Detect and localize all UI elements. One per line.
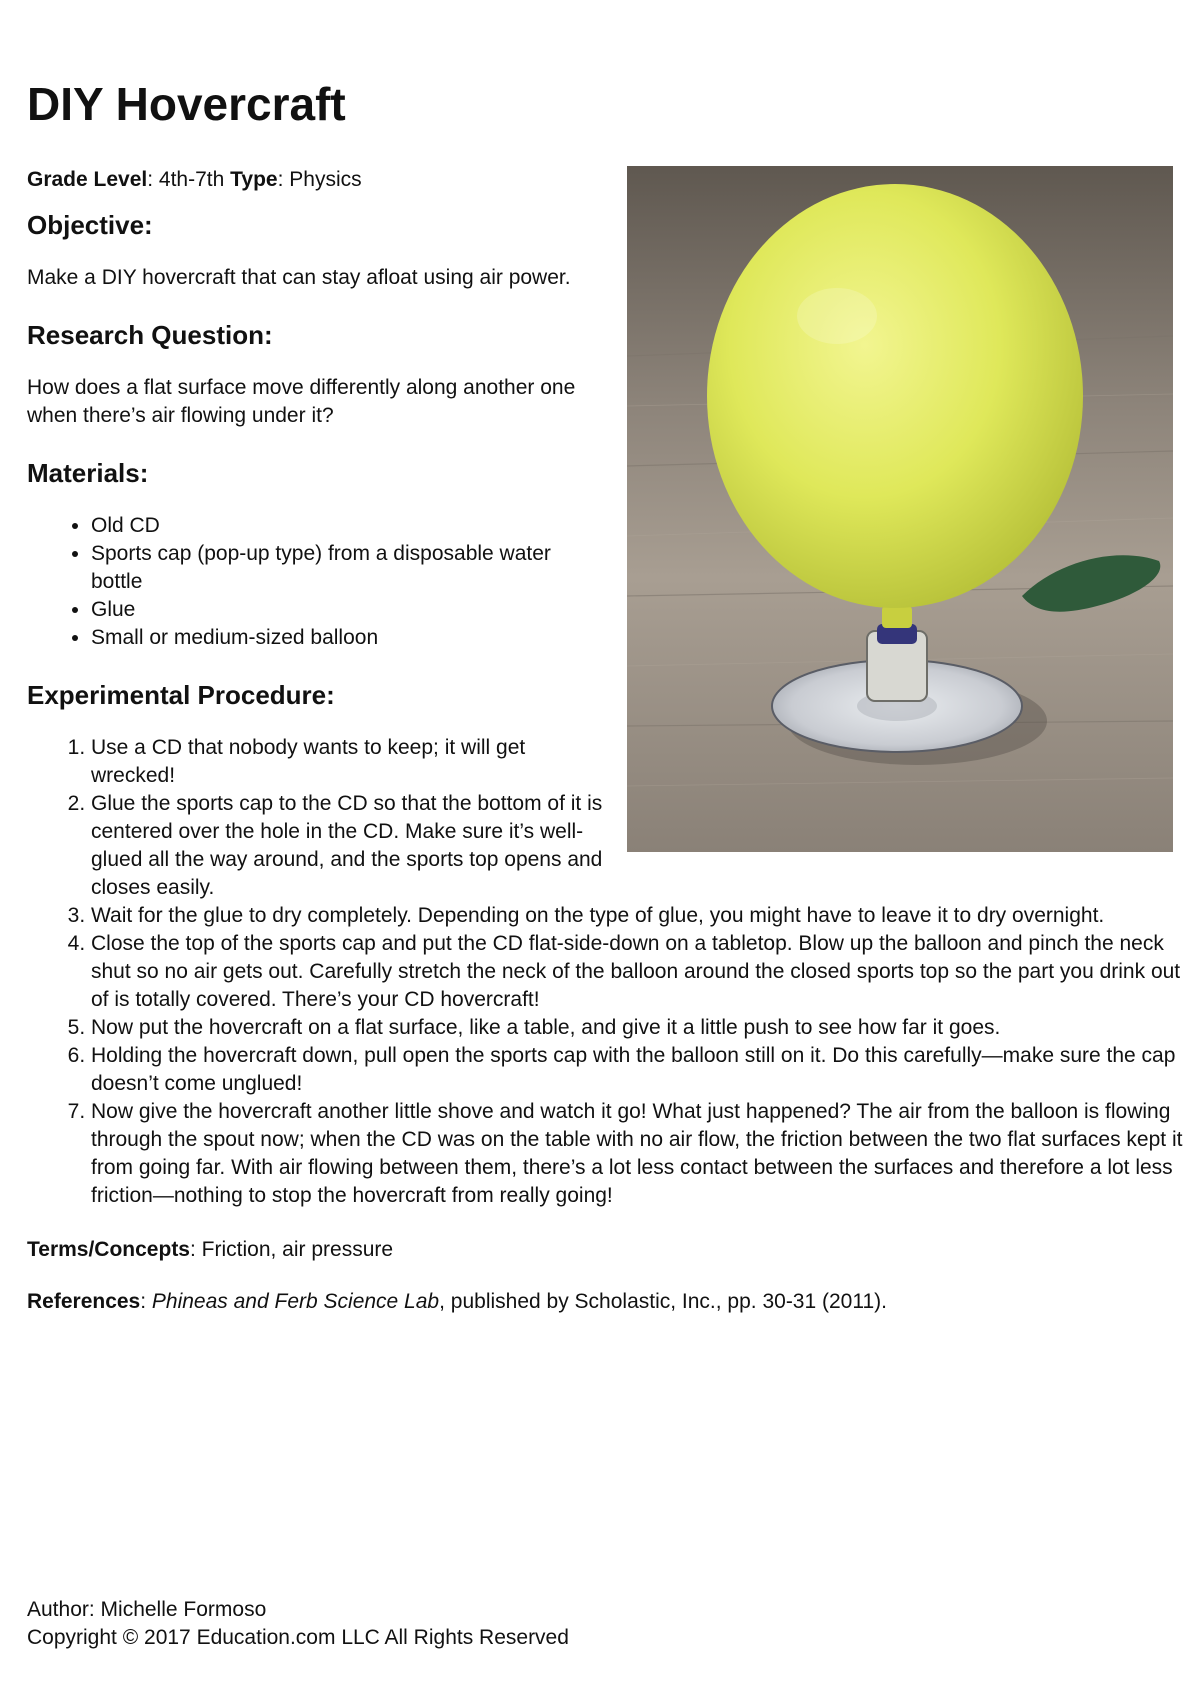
list-item: • Old CD xyxy=(91,512,1187,540)
terms-line: Terms/Concepts: Friction, air pressure xyxy=(27,1238,394,1261)
list-item: 2. Glue the sports cap to the CD so that the bottom of it is centered over the hole in the CD. Make sure it’s well-glued all the way around, and the sports top opens and closes easily. xyxy=(91,790,1187,902)
author-line: Author: Michelle Formoso xyxy=(27,1598,267,1621)
hovercraft-photo xyxy=(627,166,1173,852)
list-item: 6. Holding the hovercraft down, pull open the sports cap with the balloon still on it. Do this carefully—make sure the cap doesn’t come unglued! xyxy=(91,1042,1187,1098)
reference-details: , published by Scholastic, Inc., pp. 30-31 (2011). xyxy=(439,1290,887,1313)
research-question-text: How does a flat surface move differently along another one when there’s air flowing under it? xyxy=(27,376,576,427)
terms-label: Terms/Concepts xyxy=(27,1238,190,1261)
page-footer xyxy=(27,1596,569,1652)
list-item: • Glue xyxy=(91,596,1187,624)
objective-text: Make a DIY hovercraft that can stay afloat using air power. xyxy=(27,266,571,289)
materials-heading: Materials: xyxy=(27,458,149,488)
grade-level-label: Grade Level xyxy=(27,168,148,191)
list-item: 1. Use a CD that nobody wants to keep; it will get wrecked! xyxy=(91,734,1187,790)
page-title: DIY Hovercraft xyxy=(27,78,346,130)
references-label: References xyxy=(27,1290,141,1313)
type-label: Type xyxy=(230,168,278,191)
procedure-heading: Experimental Procedure: xyxy=(27,680,335,710)
grade-type-line: Grade Level: 4th-7th Type: Physics xyxy=(27,168,362,191)
list-item: 7. Now give the hovercraft another little shove and watch it go! What just happened? The air from the balloon is flowing through the spout now; when the CD was on the table with no air flow, the friction between the two flat surfaces kept it from going far. With air flowing between them, there’s a lot less contact between the surfaces and therefore a lot less friction—nothing to stop the hovercraft from really going! xyxy=(91,1098,1187,1210)
type-value: Physics xyxy=(289,168,362,191)
objective-heading: Objective: xyxy=(27,210,153,240)
references-line: References: Phineas and Ferb Science Lab, published by Scholastic, Inc., pp. 30-31 (2011). xyxy=(27,1290,887,1313)
list-item: • Sports cap (pop-up type) from a disposable water bottle xyxy=(91,540,1187,596)
list-item: 3. Wait for the glue to dry completely. Depending on the type of glue, you might have to leave it to dry overnight. xyxy=(91,902,1187,930)
hovercraft-illustration xyxy=(627,166,1173,852)
grade-level-value: 4th-7th xyxy=(158,168,225,191)
list-item: 5. Now put the hovercraft on a flat surface, like a table, and give it a little push to see how far it goes. xyxy=(91,1014,1187,1042)
worksheet-content xyxy=(27,166,1187,1340)
list-item: • Small or medium-sized balloon xyxy=(91,624,1187,652)
list-item: 4. Close the top of the sports cap and put the CD flat-side-down on a tabletop. Blow up the balloon and pinch the neck shut so no air gets out. Carefully stretch the neck of the balloon around the closed sports top so the part you drink out of is totally covered. There’s your CD hovercraft! xyxy=(91,930,1187,1014)
copyright-line: Copyright © 2017 Education.com LLC All Rights Reserved xyxy=(27,1626,569,1649)
reference-book-title: Phineas and Ferb Science Lab xyxy=(151,1290,440,1313)
research-question-heading: Research Question: xyxy=(27,320,273,350)
terms-value: Friction, air pressure xyxy=(201,1238,394,1261)
